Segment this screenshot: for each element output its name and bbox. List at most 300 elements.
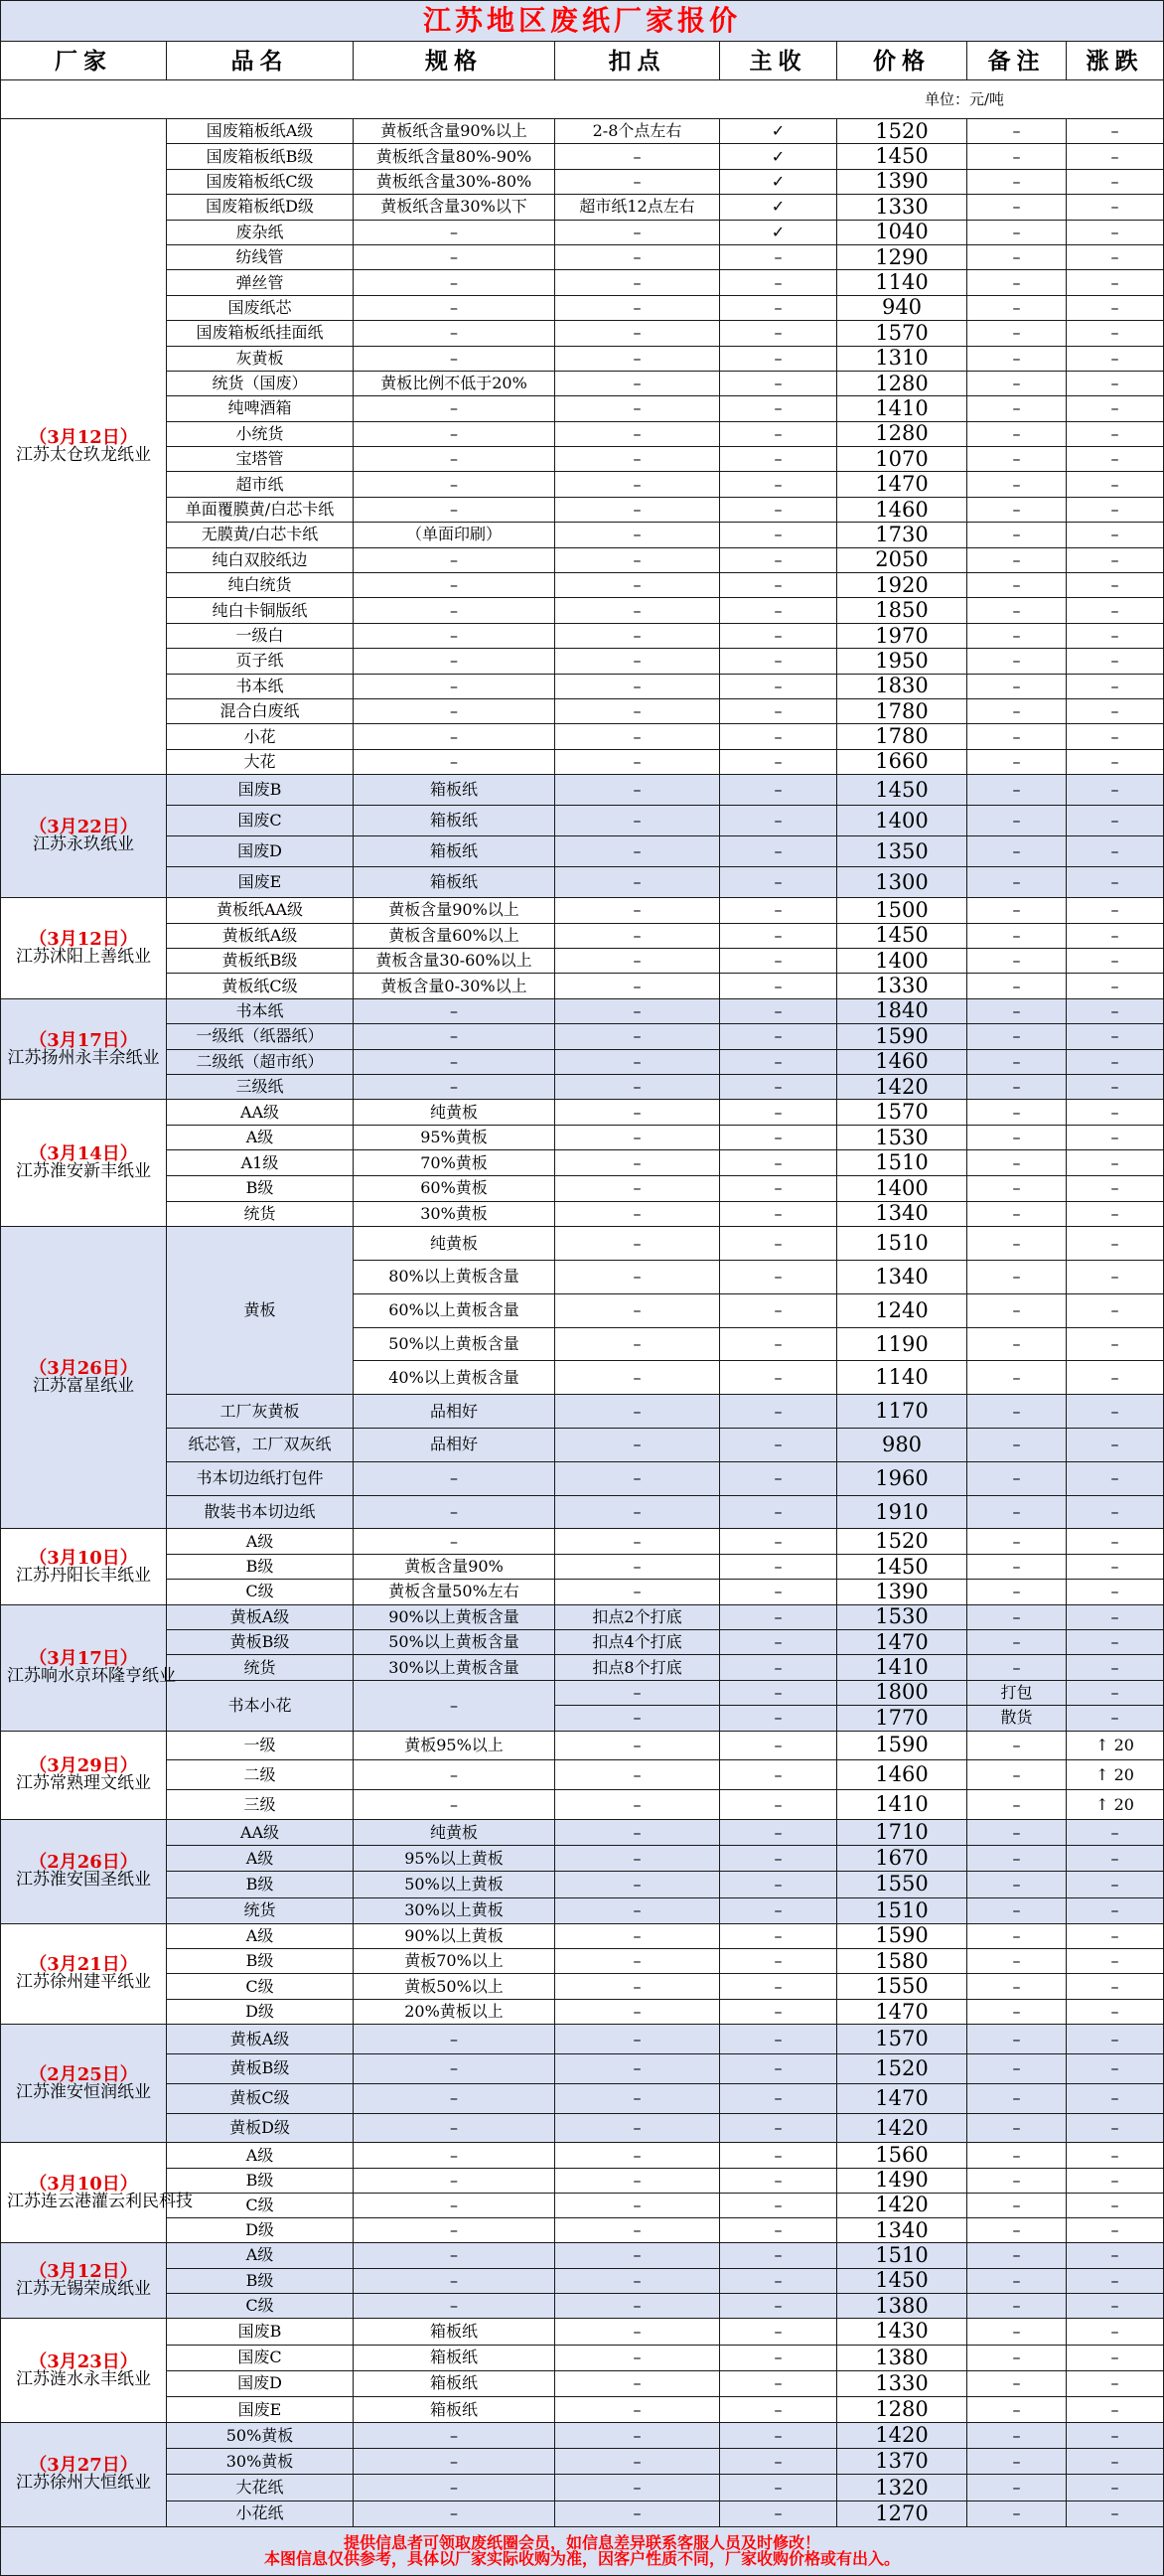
cell-product: C级 — [167, 1580, 354, 1604]
cell-change: – — [1067, 1897, 1164, 1923]
table-row — [1, 836, 1164, 867]
cell-note: – — [967, 1819, 1067, 1845]
cell-spec: 20%黄板以上 — [354, 1999, 555, 2024]
cell-price: 1410 — [837, 1790, 967, 1820]
header-main: 主收 — [720, 42, 837, 80]
cell-product: 二级 — [167, 1760, 354, 1790]
cell-change: – — [1067, 371, 1164, 395]
cell-deduction: – — [555, 1024, 720, 1049]
cell-deduction: – — [555, 371, 720, 395]
table-row — [1, 698, 1164, 723]
cell-spec: 箱板纸 — [354, 2396, 555, 2422]
cell-spec: 黄板含量90% — [354, 1554, 555, 1579]
cell-note: – — [967, 346, 1067, 371]
cell-change: – — [1067, 2293, 1164, 2318]
cell-main: – — [720, 1760, 837, 1790]
cell-note: – — [967, 598, 1067, 623]
cell-main: ✓ — [720, 220, 837, 244]
header-product: 品名 — [167, 42, 354, 80]
cell-spec: – — [354, 497, 555, 522]
cell-spec: – — [354, 346, 555, 371]
cell-deduction: – — [555, 1706, 720, 1731]
cell-note: – — [967, 2319, 1067, 2345]
factory-cell — [1, 2025, 167, 2143]
cell-note: – — [967, 806, 1067, 836]
cell-change: – — [1067, 1655, 1164, 1680]
table-row — [1, 867, 1164, 898]
table-row — [1, 547, 1164, 572]
table-row — [1, 321, 1164, 346]
cell-price: 1370 — [837, 2449, 967, 2475]
factory-name: 江苏无锡荣成纸业 — [16, 2279, 151, 2300]
factory-date: （3月29日） — [29, 1755, 138, 1777]
cell-deduction: – — [555, 649, 720, 674]
cell-product: 灰黄板 — [167, 346, 354, 371]
cell-product: 国废箱板纸挂面纸 — [167, 321, 354, 346]
cell-price: 1520 — [837, 119, 967, 144]
cell-change: – — [1067, 649, 1164, 674]
cell-note: – — [967, 447, 1067, 472]
header-note: 备注 — [967, 42, 1067, 80]
cell-spec: – — [354, 2423, 555, 2449]
table-row — [1, 1999, 1164, 2024]
cell-change: – — [1067, 1327, 1164, 1361]
cell-product: 统货 — [167, 1201, 354, 1227]
cell-note: – — [967, 749, 1067, 774]
table-row — [1, 2243, 1164, 2268]
cell-product: 纺线管 — [167, 244, 354, 269]
cell-note: – — [967, 1201, 1067, 1227]
cell-product: 二级纸（超市纸） — [167, 1049, 354, 1074]
cell-product: 弹丝管 — [167, 270, 354, 295]
cell-main: – — [720, 2319, 837, 2345]
cell-change: – — [1067, 2168, 1164, 2193]
cell-main: – — [720, 1361, 837, 1395]
cell-deduction: 扣点8个打底 — [555, 1655, 720, 1680]
footer-row — [1, 2526, 1164, 2575]
cell-spec: 60%以上黄板含量 — [354, 1293, 555, 1327]
cell-deduction: – — [555, 836, 720, 867]
cell-main: – — [720, 1049, 837, 1074]
cell-note: – — [967, 1580, 1067, 1604]
cell-deduction: – — [555, 2396, 720, 2422]
table-row — [1, 346, 1164, 371]
cell-note: – — [967, 119, 1067, 144]
cell-spec: – — [354, 2243, 555, 2268]
cell-product: 书本切边纸打包件 — [167, 1461, 354, 1495]
cell-deduction: – — [555, 1897, 720, 1923]
cell-change: – — [1067, 724, 1164, 749]
cell-note: – — [967, 1923, 1067, 1948]
cell-deduction: – — [555, 1074, 720, 1099]
cell-main: – — [720, 2449, 837, 2475]
table-row — [1, 2083, 1164, 2113]
cell-change: – — [1067, 2025, 1164, 2054]
cell-deduction: – — [555, 2143, 720, 2168]
cell-price: 1800 — [837, 1680, 967, 1705]
cell-product: 大花 — [167, 749, 354, 774]
cell-price: 1340 — [837, 1201, 967, 1227]
cell-change: – — [1067, 2268, 1164, 2293]
cell-change: – — [1067, 2370, 1164, 2396]
cell-main: – — [720, 1706, 837, 1731]
factory-cell — [1, 1819, 167, 1923]
factory-name: 江苏淮安新丰纸业 — [16, 1161, 151, 1182]
cell-main: – — [720, 2370, 837, 2396]
cell-main: – — [720, 1201, 837, 1227]
table-row — [1, 2370, 1164, 2396]
cell-main: – — [720, 1150, 837, 1176]
cell-product: 小统货 — [167, 421, 354, 446]
cell-price: 1450 — [837, 144, 967, 169]
cell-spec: 40%以上黄板含量 — [354, 1361, 555, 1395]
cell-price: 940 — [837, 295, 967, 320]
cell-price: 1530 — [837, 1125, 967, 1150]
cell-note: – — [967, 1872, 1067, 1897]
cell-deduction: – — [555, 2370, 720, 2396]
cell-spec: – — [354, 2168, 555, 2193]
cell-note: – — [967, 220, 1067, 244]
cell-deduction: – — [555, 2025, 720, 2054]
cell-change: – — [1067, 623, 1164, 648]
header-row — [1, 42, 1164, 80]
cell-price: 1460 — [837, 1049, 967, 1074]
table-row — [1, 371, 1164, 395]
table-row — [1, 649, 1164, 674]
cell-product: 单面覆膜黄/白芯卡纸 — [167, 497, 354, 522]
cell-deduction: 2-8个点左右 — [555, 119, 720, 144]
cell-product: 无膜黄/白芯卡纸 — [167, 523, 354, 547]
table-row — [1, 1100, 1164, 1126]
cell-note: – — [967, 2396, 1067, 2422]
cell-deduction: – — [555, 698, 720, 723]
cell-main: – — [720, 1176, 837, 1202]
table-row — [1, 1201, 1164, 1227]
cell-note: – — [967, 1790, 1067, 1820]
cell-price: 1040 — [837, 220, 967, 244]
cell-main: – — [720, 2268, 837, 2293]
cell-deduction: – — [555, 775, 720, 806]
table-row — [1, 1846, 1164, 1872]
cell-main: – — [720, 998, 837, 1023]
cell-price: 1470 — [837, 1629, 967, 1654]
cell-main: – — [720, 497, 837, 522]
cell-spec: – — [354, 2083, 555, 2113]
cell-note: – — [967, 623, 1067, 648]
cell-note: – — [967, 1846, 1067, 1872]
cell-deduction: – — [555, 2243, 720, 2268]
cell-spec: – — [354, 1495, 555, 1529]
table-row — [1, 1125, 1164, 1150]
table-row — [1, 2449, 1164, 2475]
table-row — [1, 1495, 1164, 1529]
cell-deduction: – — [555, 1327, 720, 1361]
table-row — [1, 1760, 1164, 1790]
cell-main: – — [720, 974, 837, 998]
factory-date: （3月21日） — [29, 1954, 138, 1976]
cell-price: 1240 — [837, 1293, 967, 1327]
table-row — [1, 923, 1164, 948]
cell-note: – — [967, 1495, 1067, 1529]
cell-note: – — [967, 2168, 1067, 2193]
cell-change: – — [1067, 2396, 1164, 2422]
table-row — [1, 1790, 1164, 1820]
cell-price: 1570 — [837, 1100, 967, 1126]
cell-main: – — [720, 1074, 837, 1099]
cell-note: – — [967, 523, 1067, 547]
cell-main: – — [720, 244, 837, 269]
cell-main: – — [720, 1974, 837, 1999]
cell-change: – — [1067, 346, 1164, 371]
cell-note: – — [967, 573, 1067, 598]
cell-main: – — [720, 749, 837, 774]
table-row — [1, 2396, 1164, 2422]
cell-main: – — [720, 1999, 837, 2024]
cell-spec: – — [354, 573, 555, 598]
cell-price: 1190 — [837, 1327, 967, 1361]
cell-spec: 黄板含量0-30%以上 — [354, 974, 555, 998]
cell-spec: – — [354, 623, 555, 648]
cell-price: 1420 — [837, 2423, 967, 2449]
cell-note: – — [967, 1529, 1067, 1554]
cell-change: – — [1067, 898, 1164, 923]
cell-spec: – — [354, 2025, 555, 2054]
cell-deduction: – — [555, 898, 720, 923]
cell-change: ↑ 20 — [1067, 1760, 1164, 1790]
cell-deduction: – — [555, 169, 720, 194]
cell-deduction: – — [555, 1429, 720, 1462]
cell-product: 黄板纸B级 — [167, 948, 354, 973]
cell-price: 1300 — [837, 867, 967, 898]
cell-deduction: – — [555, 1361, 720, 1395]
cell-price: 1550 — [837, 1974, 967, 1999]
cell-price: 1510 — [837, 2243, 967, 2268]
cell-deduction: – — [555, 2293, 720, 2318]
cell-price: 1590 — [837, 1731, 967, 1760]
header-factory: 厂家 — [1, 42, 167, 80]
cell-spec: 纯黄板 — [354, 1819, 555, 1845]
table-row — [1, 195, 1164, 220]
cell-main: – — [720, 2345, 837, 2370]
cell-deduction: – — [555, 2168, 720, 2193]
factory-name: 江苏徐州大恒纸业 — [16, 2473, 151, 2494]
factory-name: 江苏淮安国圣纸业 — [16, 1870, 151, 1891]
cell-deduction: – — [555, 295, 720, 320]
cell-deduction: 扣点4个打底 — [555, 1629, 720, 1654]
cell-change: – — [1067, 1176, 1164, 1202]
cell-main: – — [720, 2243, 837, 2268]
cell-spec: – — [354, 998, 555, 1023]
cell-main: – — [720, 1100, 837, 1126]
cell-note: – — [967, 2500, 1067, 2526]
cell-change: – — [1067, 2423, 1164, 2449]
cell-main: – — [720, 371, 837, 395]
table-row — [1, 573, 1164, 598]
cell-change: – — [1067, 1293, 1164, 1327]
cell-product: 一级白 — [167, 623, 354, 648]
cell-change: ↑ 20 — [1067, 1731, 1164, 1760]
cell-price: 1410 — [837, 396, 967, 421]
cell-price: 1280 — [837, 2396, 967, 2422]
table-row — [1, 270, 1164, 295]
cell-main: – — [720, 1461, 837, 1495]
cell-deduction: – — [555, 2449, 720, 2475]
cell-deduction: – — [555, 1261, 720, 1294]
cell-main: – — [720, 836, 837, 867]
cell-note: – — [967, 2113, 1067, 2143]
table-row — [1, 2054, 1164, 2084]
cell-price: 1590 — [837, 1024, 967, 1049]
cell-spec: 纯黄板 — [354, 1100, 555, 1126]
cell-change: – — [1067, 472, 1164, 497]
cell-change: – — [1067, 119, 1164, 144]
cell-change: – — [1067, 1974, 1164, 1999]
table-row — [1, 674, 1164, 698]
cell-main: – — [720, 674, 837, 698]
table-row — [1, 1429, 1164, 1462]
cell-change: – — [1067, 923, 1164, 948]
cell-change: – — [1067, 974, 1164, 998]
cell-deduction: – — [555, 1150, 720, 1176]
cell-spec: – — [354, 2218, 555, 2243]
table-row — [1, 421, 1164, 446]
cell-product: 黄板纸AA级 — [167, 898, 354, 923]
cell-product: 超市纸 — [167, 472, 354, 497]
table-row — [1, 1554, 1164, 1579]
cell-price: 1140 — [837, 1361, 967, 1395]
cell-note: – — [967, 1999, 1067, 2024]
cell-change: – — [1067, 523, 1164, 547]
cell-main: – — [720, 2293, 837, 2318]
cell-price: 1520 — [837, 2054, 967, 2084]
cell-product: 页子纸 — [167, 649, 354, 674]
cell-main: – — [720, 295, 837, 320]
cell-deduction: – — [555, 2193, 720, 2217]
cell-spec: – — [354, 244, 555, 269]
cell-change: – — [1067, 749, 1164, 774]
cell-note: – — [967, 1293, 1067, 1327]
cell-deduction: – — [555, 1495, 720, 1529]
cell-spec: – — [354, 547, 555, 572]
cell-price: 1510 — [837, 1897, 967, 1923]
header-deduction: 扣点 — [555, 42, 720, 80]
table-row — [1, 2143, 1164, 2168]
cell-spec: – — [354, 2500, 555, 2526]
cell-product: 小花 — [167, 724, 354, 749]
cell-note: – — [967, 724, 1067, 749]
cell-deduction: – — [555, 1201, 720, 1227]
cell-product: C级 — [167, 2193, 354, 2217]
cell-spec: 黄板比例不低于20% — [354, 371, 555, 395]
table-row — [1, 2113, 1164, 2143]
cell-price: 1970 — [837, 623, 967, 648]
cell-main: ✓ — [720, 169, 837, 194]
cell-change: – — [1067, 2243, 1164, 2268]
cell-product: 纯白卡铜版纸 — [167, 598, 354, 623]
cell-main: ✓ — [720, 144, 837, 169]
cell-product: A1级 — [167, 1150, 354, 1176]
cell-price: 1570 — [837, 2025, 967, 2054]
cell-note: – — [967, 2193, 1067, 2217]
cell-note: – — [967, 371, 1067, 395]
cell-change: – — [1067, 1024, 1164, 1049]
cell-price: 1320 — [837, 2475, 967, 2500]
cell-change: – — [1067, 195, 1164, 220]
cell-spec: 品相好 — [354, 1395, 555, 1429]
cell-spec: 箱板纸 — [354, 867, 555, 898]
cell-main: – — [720, 1872, 837, 1897]
cell-spec: – — [354, 220, 555, 244]
cell-deduction: – — [555, 1790, 720, 1820]
cell-price: 1710 — [837, 1819, 967, 1845]
cell-product: 小花纸 — [167, 2500, 354, 2526]
factory-date: （2月25日） — [29, 2063, 138, 2085]
cell-change: – — [1067, 1395, 1164, 1429]
cell-product: D级 — [167, 2218, 354, 2243]
table-row — [1, 598, 1164, 623]
cell-deduction: – — [555, 974, 720, 998]
cell-note: – — [967, 169, 1067, 194]
cell-main: – — [720, 923, 837, 948]
cell-deduction: – — [555, 806, 720, 836]
factory-cell — [1, 1731, 167, 1819]
cell-deduction: – — [555, 2218, 720, 2243]
cell-note: – — [967, 1429, 1067, 1462]
cell-spec: 95%黄板 — [354, 1125, 555, 1150]
cell-change: – — [1067, 244, 1164, 269]
factory-cell — [1, 2319, 167, 2423]
cell-product: 三级纸 — [167, 1074, 354, 1099]
cell-product: 国废B — [167, 2319, 354, 2345]
cell-main: – — [720, 2168, 837, 2193]
cell-product: 书本纸 — [167, 674, 354, 698]
cell-product: A级 — [167, 2243, 354, 2268]
table-row — [1, 244, 1164, 269]
cell-change: – — [1067, 547, 1164, 572]
cell-product: 统货 — [167, 1655, 354, 1680]
cell-change: – — [1067, 1999, 1164, 2024]
cell-price: 1840 — [837, 998, 967, 1023]
cell-main: – — [720, 2218, 837, 2243]
cell-deduction: – — [555, 1395, 720, 1429]
cell-spec: 箱板纸 — [354, 836, 555, 867]
cell-note: – — [967, 1949, 1067, 1974]
factory-date: （3月22日） — [29, 817, 138, 838]
cell-price: 1380 — [837, 2293, 967, 2318]
cell-product: 50%黄板 — [167, 2423, 354, 2449]
cell-product: D级 — [167, 1999, 354, 2024]
cell-spec: 30%以上黄板 — [354, 1897, 555, 1923]
cell-main: – — [720, 1846, 837, 1872]
cell-spec: 黄板含量30-60%以上 — [354, 948, 555, 973]
cell-change: – — [1067, 1261, 1164, 1294]
cell-product: 黄板A级 — [167, 2025, 354, 2054]
cell-note: – — [967, 1974, 1067, 1999]
cell-note: – — [967, 1395, 1067, 1429]
cell-product: 宝塔管 — [167, 447, 354, 472]
cell-change: – — [1067, 220, 1164, 244]
cell-main: – — [720, 867, 837, 898]
cell-note: – — [967, 2268, 1067, 2293]
cell-price: 1560 — [837, 2143, 967, 2168]
cell-change: – — [1067, 2475, 1164, 2500]
header-price: 价格 — [837, 42, 967, 80]
cell-deduction: 扣点2个打底 — [555, 1604, 720, 1629]
cell-price: 1400 — [837, 806, 967, 836]
cell-deduction: – — [555, 867, 720, 898]
factory-cell — [1, 1529, 167, 1604]
title-row — [1, 1, 1164, 42]
